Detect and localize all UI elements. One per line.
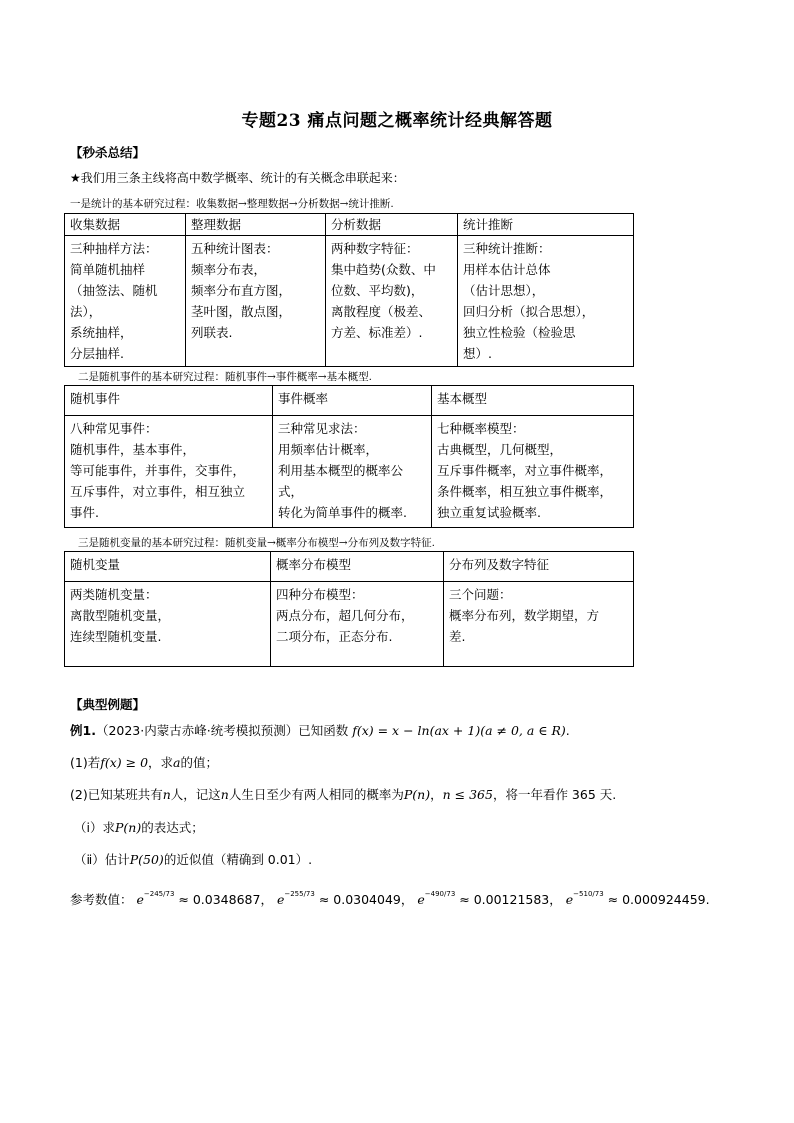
qii-probability: P(50): [129, 852, 164, 867]
cell-distribution-model: [271, 582, 444, 667]
cell-line: 独立重复试验概率.: [437, 505, 541, 520]
header-organize: 整理数据: [186, 214, 326, 236]
exponent: −245/73: [143, 890, 175, 898]
header-distribution-model: 概率分布模型: [271, 552, 444, 582]
cell-line: 用频率估计概率，: [278, 442, 379, 457]
q2-prefix: (2)已知某班共有: [70, 787, 163, 802]
q1-post: ，求: [148, 755, 174, 770]
question-2-ii: [74, 850, 312, 868]
cell-line: 二项分布，正态分布.: [276, 629, 393, 644]
cell-collect: [65, 236, 186, 367]
q2-n: n: [162, 787, 171, 802]
cell-line: 两种数字特征：: [331, 241, 419, 256]
separator: ，: [260, 892, 273, 907]
q1-variable: a: [173, 755, 181, 770]
cell-line: 方差、标准差）.: [331, 325, 423, 340]
q2-probability: P(n): [403, 787, 431, 802]
cell-line: 想）.: [463, 346, 492, 361]
random-event-table: [64, 385, 634, 528]
random-variable-table: [64, 551, 634, 667]
euler-e: e: [417, 892, 425, 907]
summary-heading: 【秒杀总结】: [70, 145, 146, 160]
header-distribution-features: 分布列及数字特征: [444, 552, 634, 582]
line2-random-event-process: 二是随机事件的基本研究过程：随机事件→事件概率→基本概型.: [78, 371, 372, 383]
cell-line: 式，: [278, 484, 304, 499]
cell-line: 互斥事件概率，对立事件概率，: [437, 463, 613, 478]
cell-line: 互斥事件，对立事件，相互独立: [70, 484, 246, 499]
cell-line: 四种分布模型：: [276, 587, 364, 602]
reference-value: ≈ 0.0304049: [318, 892, 401, 907]
q1-end: 的值；: [180, 755, 219, 770]
header-random-variable: 随机变量: [65, 552, 271, 582]
reference-value: ≈ 0.0348687: [178, 892, 261, 907]
cell-line: 两类随机变量：: [70, 587, 158, 602]
page-title: 专题23 痛点问题之概率统计经典解答题: [241, 111, 553, 131]
cell-line: 事件.: [70, 505, 99, 520]
cell-line: （估计思想），: [463, 283, 545, 298]
header-analyze: 分析数据: [326, 214, 458, 236]
question-2-i: [74, 818, 204, 836]
cell-line: 集中趋势(众数、中: [331, 262, 436, 277]
q2-mid2: 人生日至少有两人相同的概率为: [228, 787, 404, 802]
reference-values: [70, 890, 710, 908]
header-collect: 收集数据: [65, 214, 186, 236]
cell-line: 五种统计图表：: [191, 241, 279, 256]
euler-e: e: [276, 892, 285, 907]
q1-condition: f(x) ≥ 0: [100, 755, 149, 770]
cell-line: 八种常见事件：: [70, 421, 158, 436]
qi-end: 的表达式；: [141, 820, 204, 835]
cell-infer: [458, 236, 634, 367]
cell-line: 法），: [70, 304, 102, 319]
cell-line: 频率分布表，: [191, 262, 267, 277]
cell-organize: [186, 236, 326, 367]
exponent: −490/73: [424, 890, 456, 898]
reference-label: 参考数值：: [70, 892, 133, 907]
exponent: −255/73: [284, 890, 315, 898]
euler-e: e: [136, 892, 144, 907]
cell-line: 等可能事件，并事件，交事件，: [70, 463, 246, 478]
header-random-event: 随机事件: [65, 386, 273, 416]
summary-intro: ★我们用三条主线将高中数学概率、统计的有关概念串联起来：: [70, 171, 405, 185]
example-source: （2023·内蒙古赤峰·统考模拟预测）已知函数: [95, 723, 349, 738]
exponent: −510/73: [573, 890, 604, 898]
header-event-probability: 事件概率: [273, 386, 432, 416]
q2-end: ，将一年看作 365 天.: [492, 787, 617, 802]
q1-prefix: (1)若: [70, 755, 101, 770]
cell-analyze: [326, 236, 458, 367]
q2-comma: ，: [430, 787, 443, 802]
cell-line: 利用基本概型的概率公: [278, 463, 404, 478]
cell-random-variable: [65, 582, 271, 667]
qi-probability: P(n): [114, 820, 142, 835]
header-infer: 统计推断: [458, 214, 634, 236]
cell-random-event: [65, 416, 273, 528]
examples-heading: 【典型例题】: [70, 697, 146, 712]
cell-line: 三种常见求法：: [278, 421, 366, 436]
cell-event-probability: [273, 416, 432, 528]
euler-e: e: [565, 892, 574, 907]
cell-line: 简单随机抽样: [70, 262, 146, 277]
cell-line: 分层抽样.: [70, 346, 124, 361]
reference-value: ≈ 0.00121583: [459, 892, 550, 907]
cell-line: 列联表.: [191, 325, 233, 340]
line1-statistics-process: 一是统计的基本研究过程：收集数据→整理数据→分析数据→统计推断.: [70, 198, 394, 210]
cell-line: 随机事件，基本事件，: [70, 442, 196, 457]
cell-line: 条件概率，相互独立事件概率，: [437, 484, 613, 499]
statement-end: .: [565, 723, 570, 738]
cell-line: 独立性检验（检验思: [463, 325, 576, 340]
cell-line: 概率分布列，数学期望，方: [449, 608, 600, 623]
cell-line: 差.: [449, 629, 466, 644]
reference-end: .: [705, 892, 710, 907]
question-2: [70, 785, 616, 803]
qii-prefix: （ⅱ）估计: [74, 852, 130, 867]
statistics-table: [64, 213, 634, 367]
header-basic-model: 基本概型: [432, 386, 634, 416]
question-1: [70, 753, 218, 771]
q2-condition: n ≤ 365: [442, 787, 493, 802]
example-label: 例1.: [70, 723, 96, 738]
qii-end: 的近似值（精确到 0.01）.: [163, 852, 313, 867]
cell-line: 回归分析（拟合思想），: [463, 304, 595, 319]
separator: ，: [400, 892, 414, 907]
cell-basic-model: [432, 416, 634, 528]
separator: ，: [549, 892, 562, 907]
cell-line: 三种抽样方法：: [70, 241, 158, 256]
qi-prefix: （ⅰ）求: [74, 820, 115, 835]
cell-distribution-features: [444, 582, 634, 667]
cell-line: 连续型随机变量.: [70, 629, 162, 644]
cell-line: 用样本估计总体: [463, 262, 551, 277]
reference-value: ≈ 0.000924459: [607, 892, 706, 907]
cell-line: 两点分布，超几何分布，: [276, 608, 414, 623]
cell-line: 茎叶图，散点图，: [191, 304, 292, 319]
cell-line: 离散型随机变量，: [70, 608, 171, 623]
line3-random-variable-process: 三是随机变量的基本研究过程：随机变量→概率分布模型→分布列及数字特征.: [78, 537, 435, 549]
cell-line: 三种统计推断：: [463, 241, 551, 256]
cell-line: （抽签法、随机: [70, 283, 158, 298]
cell-line: 转化为简单事件的概率.: [278, 505, 407, 520]
q2-n: n: [220, 787, 229, 802]
cell-line: 位数、平均数)，: [331, 283, 424, 298]
cell-line: 三个问题：: [449, 587, 512, 602]
q2-mid1: 人，记这: [170, 787, 221, 802]
function-formula: f(x) = x − ln(ax + 1)(a ≠ 0, a ∈ R): [352, 723, 566, 738]
cell-line: 离散程度（极差、: [331, 304, 432, 319]
cell-line: 频率分布直方图，: [191, 283, 292, 298]
cell-line: 古典概型，几何概型，: [437, 442, 563, 457]
cell-line: 系统抽样，: [70, 325, 133, 340]
example-1-statement: [70, 721, 570, 739]
cell-line: 七种概率模型：: [437, 421, 525, 436]
